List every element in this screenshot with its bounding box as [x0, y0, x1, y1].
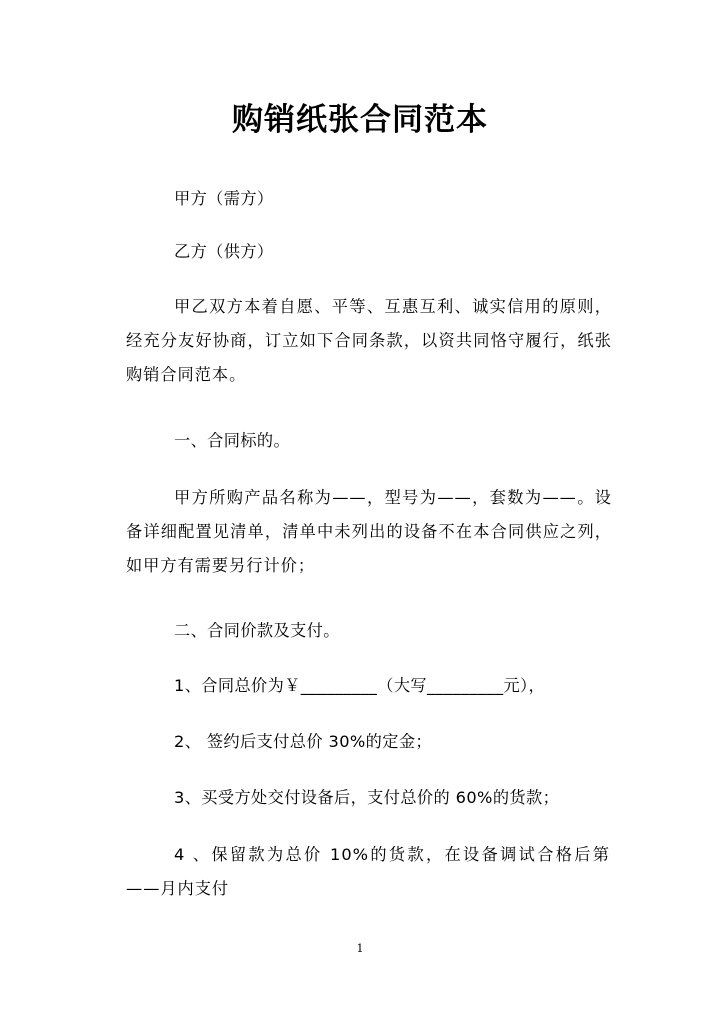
section-2-heading: 二、合同价款及支付。: [174, 621, 340, 640]
party-a-label: 甲方（需方）: [174, 189, 274, 208]
intro-paragraph: 甲乙双方本着自愿、平等、互惠互利、诚实信用的原则，经充分友好协商，订立如下合同条款，以资共同恪守履行，纸张购销合同范本。: [126, 297, 612, 384]
document-title: 购销纸张合同范本: [232, 102, 488, 138]
section-1-body: 甲方所购产品名称为——，型号为——，套数为——。设备详细配置见清单，清单中未列出的设备不在本合同供应之列，如甲方有需要另行计价；: [126, 488, 612, 575]
payment-item-3: 3、买受方处交付设备后，支付总价的 60%的货款；: [174, 788, 560, 807]
party-b-label: 乙方（供方）: [174, 242, 274, 261]
page-number: 1: [356, 942, 364, 955]
payment-item-1: 1、合同总价为￥_________（大写_________元），: [174, 676, 546, 695]
payment-item-2: 2、 签约后支付总价 30%的定金；: [174, 732, 433, 751]
payment-item-4: 4 、保留款为总价 10%的货款，在设备调试合格后第 ——月内支付: [126, 845, 610, 898]
section-1-heading: 一、合同标的。: [174, 431, 291, 450]
